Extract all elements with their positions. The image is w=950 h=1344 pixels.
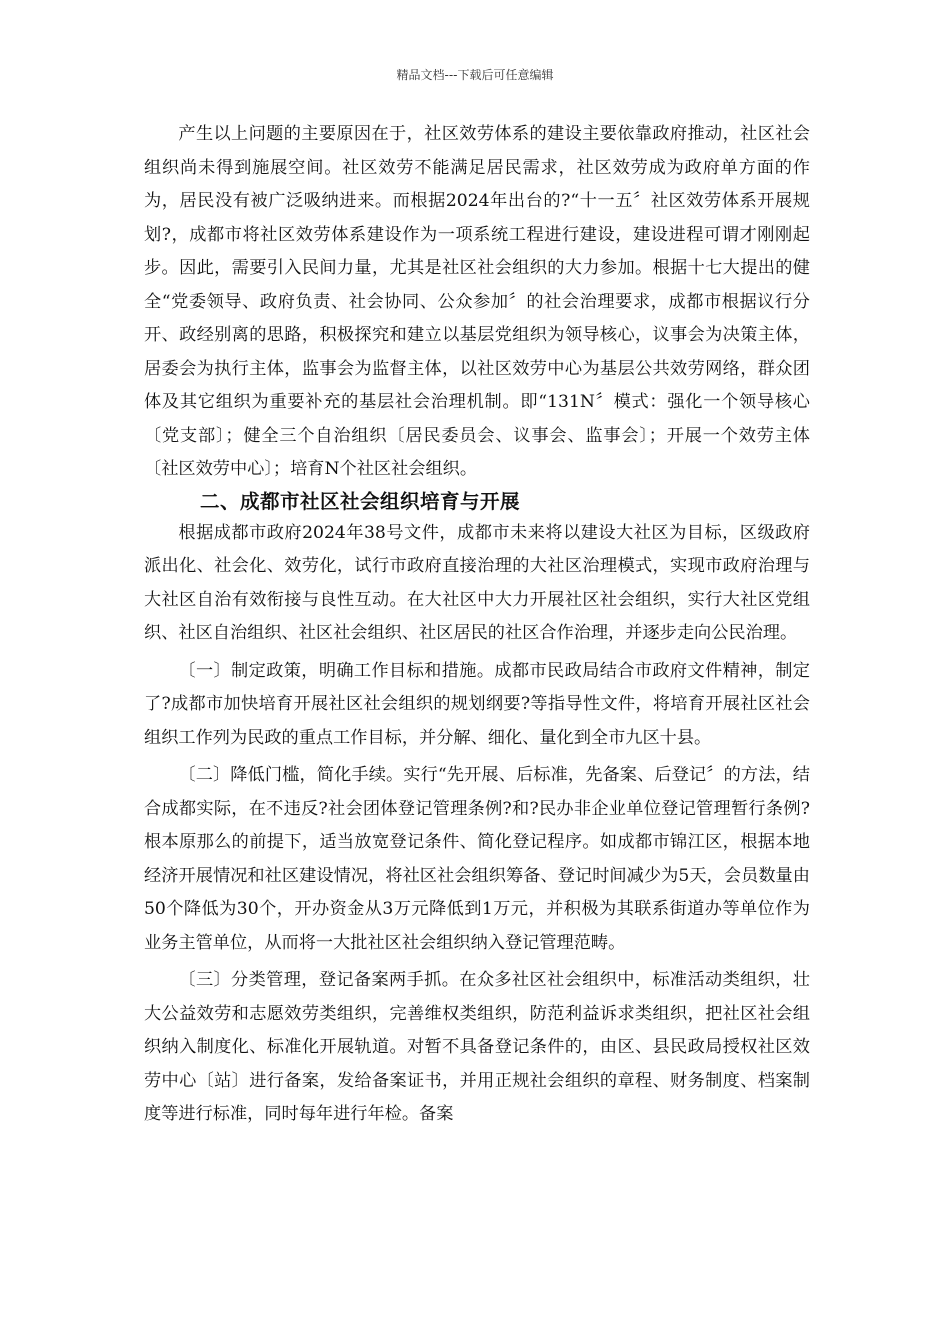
paragraph-measure-2: 〔二〕降低门槛，简化手续。实行“先开展、后标准，先备案、后登记〞的方法，结合成都实际，在不违反?社会团体登记管理条例?和?民办非企业单位登记管理暂行条例?根本原那么的前提下，适当放宽登记条件、简化登记程序。如成都市锦江区，根据本地经济开展情况和社区建设情况，将社区社会组织筹备、登记时间减少为5天，会员数量由50个降低为30个，开办资金从3万元降低到1万元，并积极为其联系街道办等单位作为业务主管单位，从而将一大批社区社会组织纳入登记管理范畴。 bbox=[144, 765, 810, 953]
document-body bbox=[144, 118, 810, 1132]
paragraph-measure-1: 〔一〕制定政策，明确工作目标和措施。成都市民政局结合市政府文件精神，制定了?成都市加快培育开展社区社会组织的规划纲要?等指导性文件，将培育开展社区社会组织工作列为民政的重点工作目标，并分解、细化、量化到全市九区十县。 bbox=[144, 660, 810, 748]
paragraph-policy-background: 根据成都市政府2024年38号文件，成都市未来将以建设大社区为目标，区级政府派出化、社会化、效劳化，试行市政府直接治理的大社区治理模式，实现市政府治理与大社区自治有效衔接与良性互动。在大社区中大力开展社区社会组织，实行大社区党组织、社区自治组织、社区社会组织、社区居民的社区合作治理，并逐步走向公民治理。 bbox=[144, 522, 810, 643]
paragraph-measure-3: 〔三〕分类管理，登记备案两手抓。在众多社区社会组织中，标准活动类组织，壮大公益效劳和志愿效劳类组织，完善维权类组织，防范利益诉求类组织，把社区社会组织纳入制度化、标准化开展轨道。对暂不具备登记条件的，由区、县民政局授权社区效劳中心〔站〕进行备案，发给备案证书，并用正规社会组织的章程、财务制度、档案制度等进行标准，同时每年进行年检。备案 bbox=[144, 970, 810, 1124]
paragraph-causes: 产生以上问题的主要原因在于，社区效劳体系的建设主要依靠政府推动，社区社会组织尚未得到施展空间。社区效劳不能满足居民需求，社区效劳成为政府单方面的作为，居民没有被广泛吸纳进来。而根据2024年出台的?“十一五〞社区效劳体系开展规划?，成都市将社区效劳体系建设作为一项系统工程进行建设，建设进程可谓才刚刚起步。因此，需要引入民间力量，尤其是社区社会组织的大力参加。根据十七大提出的健全“党委领导、政府负责、社会协同、公众参加〞的社会治理要求，成都市根据议行分开、政经别离的思路，积极探究和建立以基层党组织为领导核心，议事会为决策主体，居委会为执行主体，监事会为监督主体，以社区效劳中心为基层公共效劳网络，群众团体及其它组织为重要补充的基层社会治理机制。即“131N〞模式：强化一个领导核心〔党支部〕；健全三个自治组织〔居民委员会、议事会、监事会〕；开展一个效劳主体〔社区效劳中心〕；培育N个社区社会组织。 bbox=[144, 124, 810, 479]
page-header: 精品文档---下载后可任意编辑 bbox=[396, 68, 554, 82]
section-heading: 二、成都市社区社会组织培育与开展 bbox=[200, 489, 521, 513]
